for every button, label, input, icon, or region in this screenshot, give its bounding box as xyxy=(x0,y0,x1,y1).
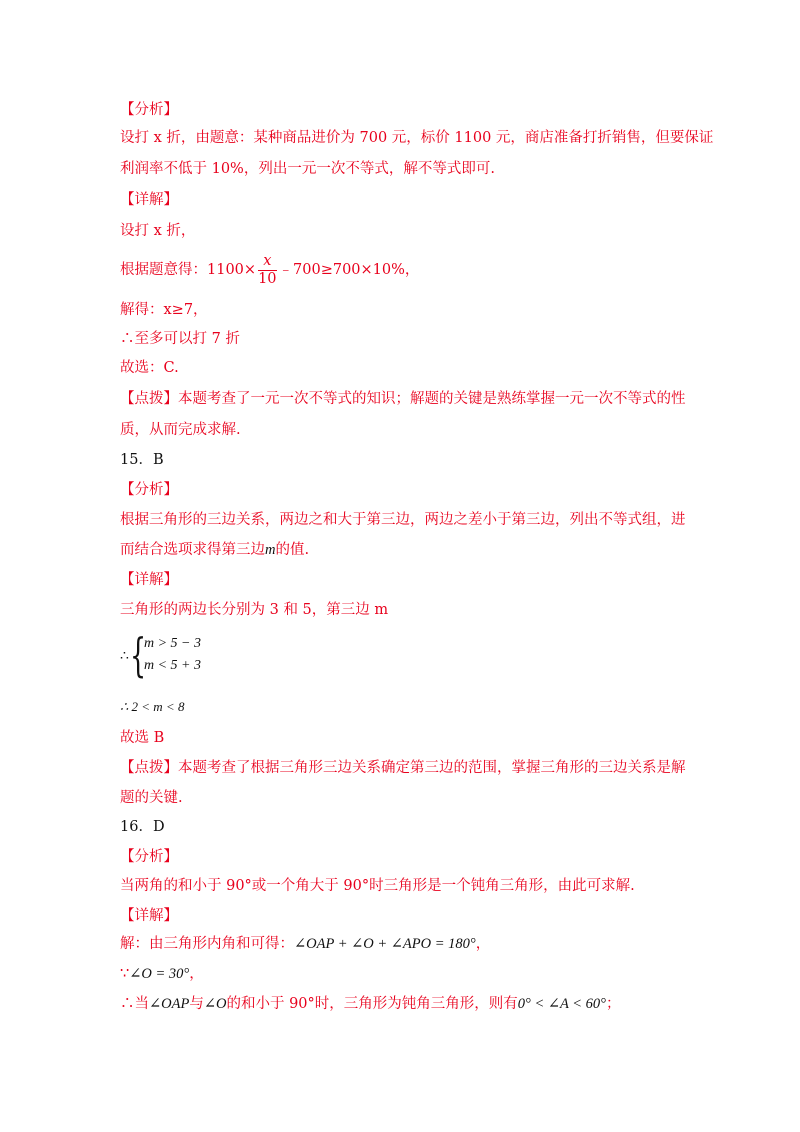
q14-detail-line3: 解得：x≥7， xyxy=(120,302,208,318)
q16-angle-sum-equation: ∠OAP + ∠O + ∠APO = 180° xyxy=(294,936,476,952)
q16-angle-o: ∠O xyxy=(203,996,227,1012)
q16-analysis-tag: 【分析】 xyxy=(120,849,178,865)
q14-equation-line xyxy=(120,250,690,290)
q16-d3-text-b: 与 xyxy=(189,996,204,1012)
q14-fraction-numerator: x xyxy=(258,253,276,271)
q15-choice: 故选 B xyxy=(120,730,165,746)
q14-equation-prefix: 根据题意得：1100× xyxy=(120,262,257,278)
q16-detail-line2 xyxy=(120,964,690,984)
q15-therefore-symbol: ∴ xyxy=(120,648,129,664)
q16-d3-text-c: 的和小于 90°时，三角形为钝角三角形，则有 xyxy=(226,996,518,1012)
q15-system-row2: m < 5 + 3 xyxy=(144,658,202,673)
q16-angle-oap: ∠OAP xyxy=(149,996,190,1012)
q16-detail-line3 xyxy=(120,994,690,1014)
q14-detail-line4: ∴至多可以打 7 折 xyxy=(120,331,240,347)
q14-detail-tag: 【详解】 xyxy=(120,192,178,208)
q15-inequality-system xyxy=(120,628,320,682)
q14-equation-suffix: ﹣700≥700×10%， xyxy=(278,262,420,278)
q15-comment-line1: 【点拨】本题考查了根据三角形三边关系确定第三边的范围，掌握三角形的三边关系是解 xyxy=(120,760,686,776)
q15-analysis-var-m: m xyxy=(265,542,276,558)
q16-detail-tag: 【详解】 xyxy=(120,908,178,924)
q16-number: 16．D xyxy=(120,819,165,835)
q15-number: 15．B xyxy=(120,452,164,468)
q14-comment-line1: 【点拨】本题考查了一元一次不等式的知识；解题的关键是熟练掌握一元一次不等式的性 xyxy=(120,391,686,407)
q16-detail1-prefix: 解：由三角形内角和可得： xyxy=(120,936,294,952)
q14-detail-line5: 故选：C. xyxy=(120,360,179,376)
q16-detail2-suffix: ， xyxy=(189,966,204,982)
q15-comment-line2: 题的关键. xyxy=(120,790,183,806)
q15-analysis-line1: 根据三角形的三边关系，两边之和大于第三边，两边之差小于第三边，列出不等式组，进 xyxy=(120,512,686,528)
q15-detail-tag: 【详解】 xyxy=(120,572,178,588)
q15-analysis-line2 xyxy=(120,540,690,560)
q14-fraction-denominator: 10 xyxy=(258,270,277,287)
q16-analysis-line1: 当两角的和小于 90°或一个角大于 90°时三角形是一个钝角三角形，由此可求解. xyxy=(120,878,635,894)
q16-because-symbol: ∵ xyxy=(120,966,130,982)
q15-detail-line1: 三角形的两边长分别为 3 和 5，第三边 m xyxy=(120,602,389,618)
q14-analysis-tag: 【分析】 xyxy=(120,102,178,118)
q14-comment-line2: 质，从而完成求解. xyxy=(120,422,241,438)
q15-analysis-text-b: 的值. xyxy=(275,542,310,558)
q15-analysis-tag: 【分析】 xyxy=(120,482,178,498)
q16-detail1-suffix: ， xyxy=(475,936,491,952)
q15-result: ∴ 2 < m < 8 xyxy=(120,699,185,714)
q16-d3-text-a: ∴当 xyxy=(120,996,149,1012)
q14-detail-line1: 设打 x 折， xyxy=(120,223,196,239)
q15-system-row1: m > 5 − 3 xyxy=(144,636,202,651)
q15-left-brace: { xyxy=(130,628,147,682)
q15-analysis-text-a: 而结合选项求得第三边 xyxy=(120,542,265,558)
q16-detail-line1 xyxy=(120,934,690,954)
q16-angle-o-equation: ∠O = 30° xyxy=(129,966,190,982)
q14-analysis-line2: 利润率不低于 10%，列出一元一次不等式，解不等式即可. xyxy=(120,161,495,177)
q16-d3-text-d: ； xyxy=(605,996,621,1012)
q14-fraction xyxy=(258,253,276,288)
q14-analysis-line1: 设打 x 折，由题意：某种商品进价为 700 元，标价 1100 元，商店准备打折销售，但要保证 xyxy=(120,130,714,146)
q16-angle-range: 0° < ∠A < 60° xyxy=(517,996,606,1012)
